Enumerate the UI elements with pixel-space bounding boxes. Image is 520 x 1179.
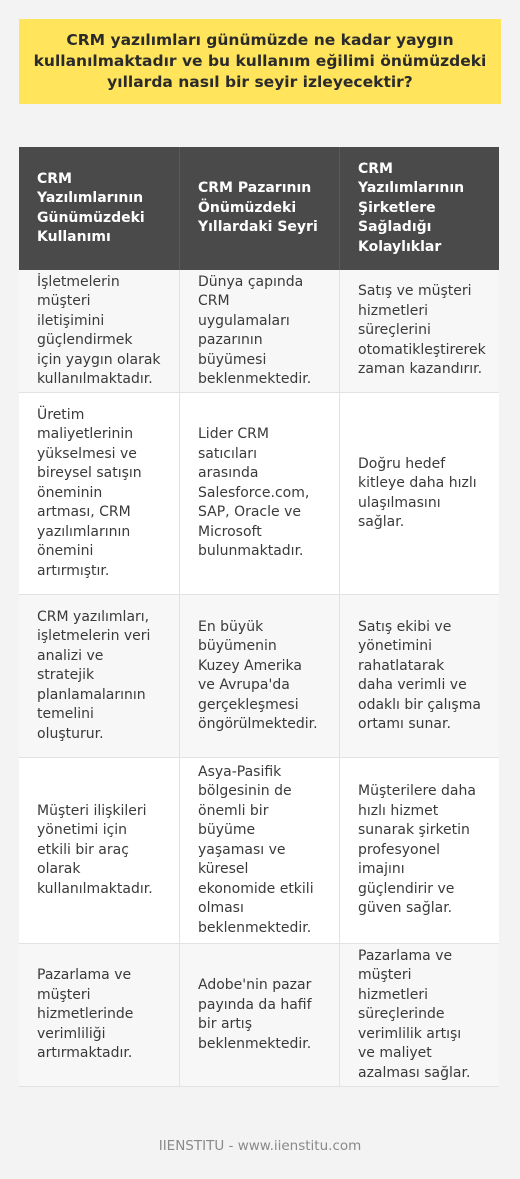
comparison-table (19, 147, 499, 1087)
table-cell: Asya-Pasifik bölgesinin de önemli bir büyüme yaşaması ve küresel ekonomide etkili olması beklenmektedir. (179, 758, 339, 943)
table-row (19, 758, 499, 944)
table-cell: Pazarlama ve müşteri hizmetlerinde verimliliği artırmaktadır. (37, 967, 134, 1062)
table-row (19, 393, 499, 595)
table-cell: Doğru hedef kitleye daha hızlı ulaşılmasını sağlar. (339, 393, 499, 594)
table-cell: Müşteri ilişkileri yönetimi için etkili bir araç olarak kullanılmaktadır. (37, 802, 153, 897)
table-cell: Satış ekibi ve yönetimini rahatlatarak daha verimli ve odaklı bir çalışma ortamı sunar. (339, 595, 499, 757)
table-row (19, 944, 499, 1087)
table-cell: CRM yazılımları, işletmelerin veri analizi ve stratejik planlamalarının temelini oluşturur. (37, 608, 151, 742)
table-row (19, 595, 499, 758)
header-cell: CRM Pazarının Önümüzdeki Yıllardaki Seyri (179, 147, 339, 270)
header-cell: CRM Yazılımlarının Şirketlere Sağladığı Kolaylıklar (339, 147, 499, 270)
table-cell: Dünya çapında CRM uygulamaları pazarının büyümesi beklenmektedir. (179, 270, 339, 392)
table-row (19, 270, 499, 393)
table-cell: İşletmelerin müşteri iletişimini güçlendirmek için yaygın olarak kullanılmaktadır. (37, 273, 161, 387)
table-cell: Adobe'nin pazar payında da hafif bir artış beklenmektedir. (179, 944, 339, 1086)
table-cell: Lider CRM satıcıları arasında Salesforce.com, SAP, Oracle ve Microsoft bulunmaktadır. (179, 393, 339, 594)
table-cell: Üretim maliyetlerinin yükselmesi ve bireysel satışın öneminin artması, CRM yazılımlarının önemini artırmıştır. (37, 406, 142, 579)
table-cell: Müşterilere daha hızlı hizmet sunarak şirketin profesyonel imajını güçlendirir ve güven sağlar. (339, 758, 499, 943)
table-header-row (19, 147, 499, 270)
header-cell: CRM Yazılımlarının Günümüzdeki Kullanımı (37, 170, 145, 245)
footer-credit: IIENSTITU - www.iienstitu.com (158, 1138, 362, 1154)
table-cell: Pazarlama ve müşteri hizmetleri süreçlerinde verimlilik artışı ve maliyet azalması sağlar. (339, 944, 499, 1086)
title-banner (19, 19, 501, 104)
table-cell: Satış ve müşteri hizmetleri süreçlerini otomatikleştirerek zaman kazandırır. (339, 270, 499, 392)
page-title: CRM yazılımları günümüzde ne kadar yaygın kullanılmaktadır ve bu kullanım eğilimi önümüzdeki yıllarda nasıl bir seyir izleyecektir? (33, 31, 487, 91)
table-cell: En büyük büyümenin Kuzey Amerika ve Avrupa'da gerçekleşmesi öngörülmektedir. (179, 595, 339, 757)
